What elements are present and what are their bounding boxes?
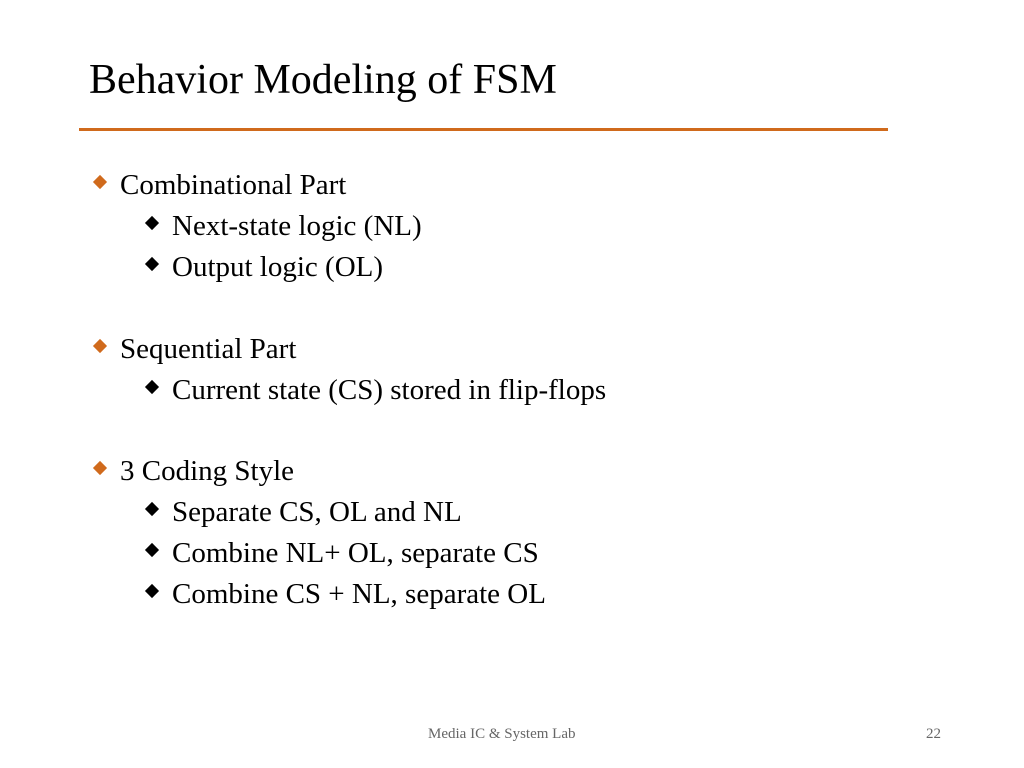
diamond-bullet-icon [145,380,159,394]
section-heading: 3 Coding Style [120,455,295,487]
list-item: Combine NL+ OL, separate CS [172,537,539,569]
list-item: Separate CS, OL and NL [172,496,462,528]
list-item: Combine CS + NL, separate OL [172,578,546,610]
list-item: Current state (CS) stored in flip-flops [172,374,607,406]
diamond-bullet-icon [93,461,107,475]
footer-text: Media IC & System Lab [428,726,576,742]
diamond-bullet-icon [145,543,159,557]
list-item: Output logic (OL) [172,251,384,283]
list-item: Next-state logic (NL) [172,210,422,242]
title-divider [79,128,888,131]
diamond-bullet-icon [145,216,159,230]
section-heading: Combinational Part [120,169,347,201]
slide-title: Behavior Modeling of FSM [89,57,557,103]
diamond-bullet-icon [145,584,159,598]
diamond-bullet-icon [145,502,159,516]
diamond-bullet-icon [93,339,107,353]
page-number: 22 [926,726,941,742]
diamond-bullet-icon [145,257,159,271]
diamond-bullet-icon [93,175,107,189]
section-heading: Sequential Part [120,333,297,365]
